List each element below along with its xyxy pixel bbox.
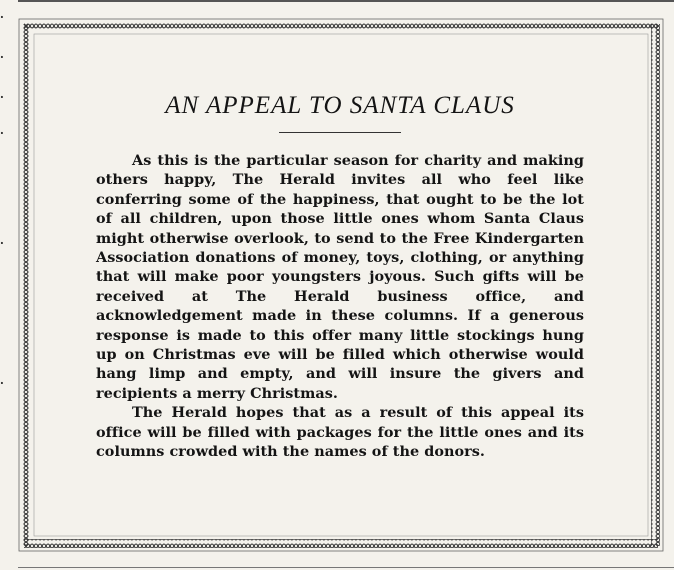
article-title: AN APPEAL TO SANTA CLAUS: [165, 92, 515, 119]
article: [96, 92, 584, 462]
bleed-mark: ·: [0, 11, 4, 24]
adjacent-column-bleed: [0, 0, 10, 570]
bleed-mark: ·: [0, 91, 4, 104]
bleed-mark: ·: [0, 377, 4, 390]
bleed-mark: ·: [0, 127, 4, 140]
bottom-column-rule: [18, 567, 674, 568]
article-paragraph: The Herald hopes that as a result of this appeal its office will be filled with packages for the little ones and its columns crowded with the names of the donors.: [96, 404, 584, 461]
bleed-mark: ·: [0, 51, 4, 64]
top-column-rule: [18, 0, 674, 2]
bleed-mark: ·: [0, 237, 4, 250]
title-divider: [279, 132, 401, 133]
article-paragraph: As this is the particular season for charity and making others happy, The Herald invites all who feel like conferring some of the happiness, that ought to be the lot of all children, upon those little ones whom Santa Claus might otherwise overlook, to send to the Free Kindergarten Association donations of money, toys, clothing, or anything that will make poor youngsters joyous. Such gifts will be received at The Herald business office, and acknowledgement made in these columns. If a generous response is made to this offer many little stockings hung up on Christmas eve will be filled which otherwise would hang limp and empty, and will insure the givers and recipients a merry Christmas.: [96, 152, 584, 402]
